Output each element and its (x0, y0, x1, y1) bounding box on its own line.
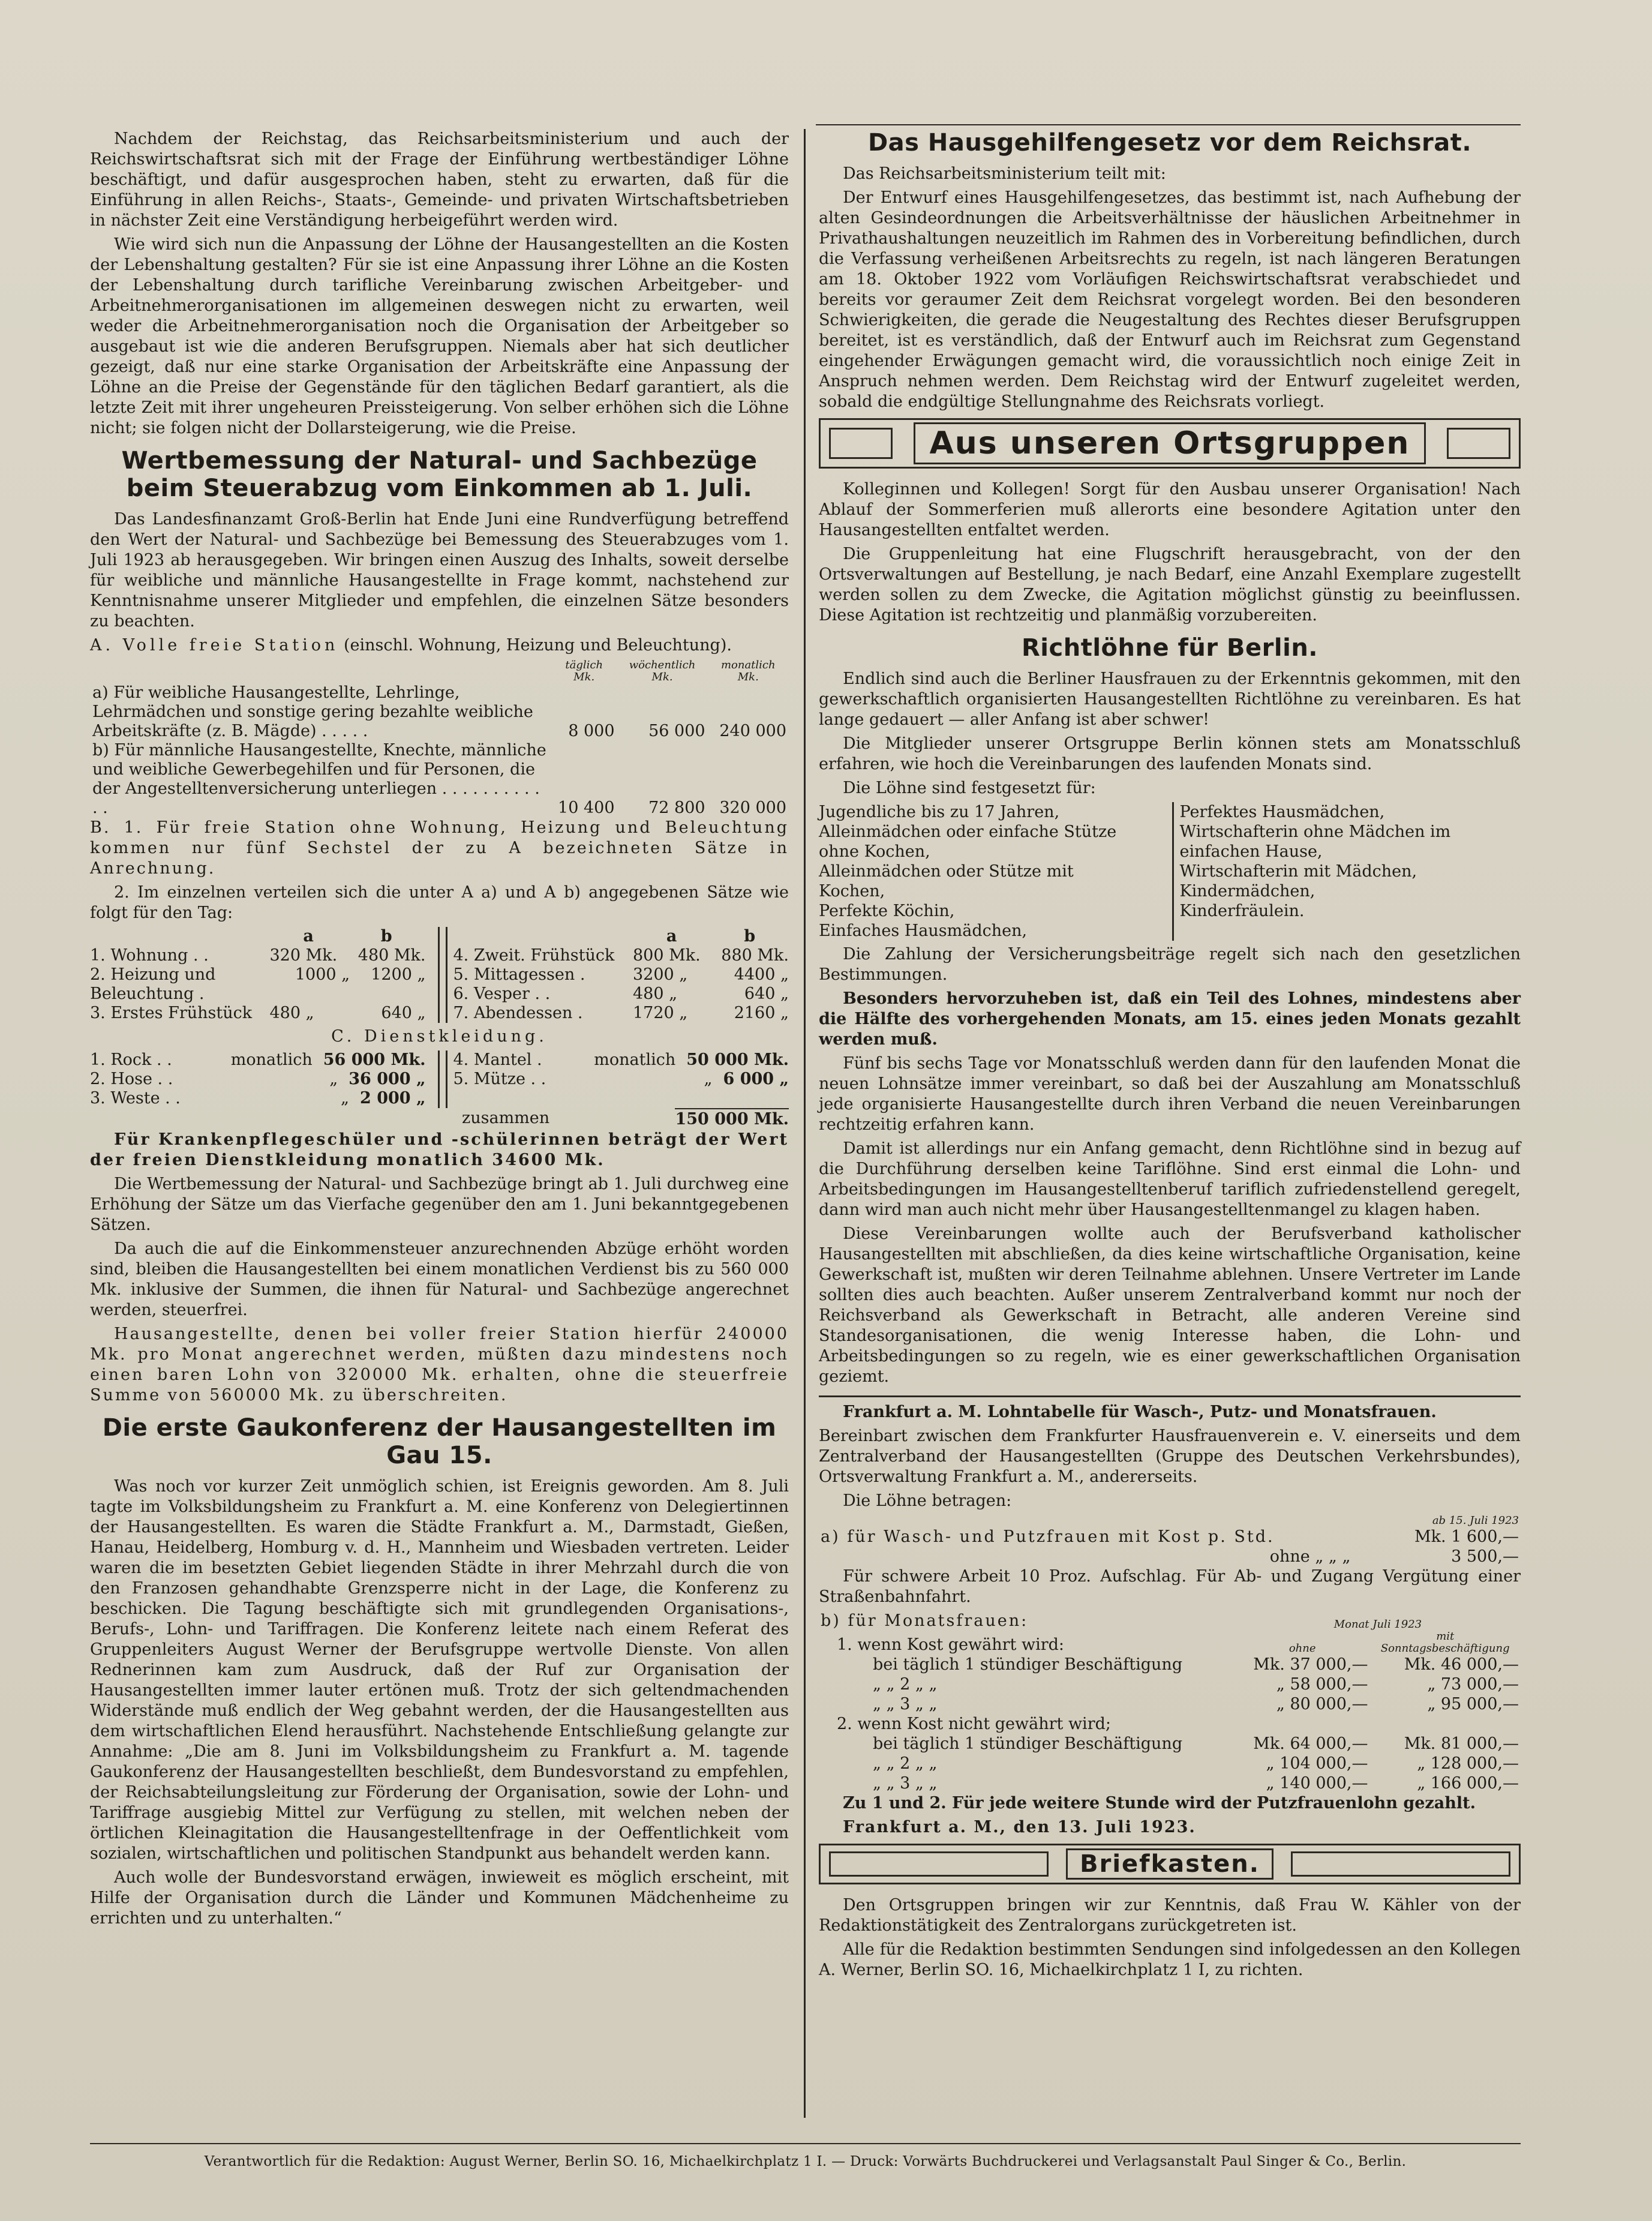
footer-rule (90, 2143, 1521, 2144)
section-b1: B. 1. Für freie Station ohne Wohnung, Heizung und Beleuchtung kommen nur fünf Sechstel der zu A bezeichneten Sätze in Anrechnung. (90, 818, 789, 878)
period: „ (329, 1070, 338, 1088)
list-item: ohne Kochen, (819, 842, 930, 861)
table-row: a) für Wasch- und Putzfrauen mit Kost p. Std. Mk. 1 600,— (821, 1527, 1519, 1546)
row-label: 5. Mütze . . (453, 1070, 546, 1088)
value-a: 320 Mk. (269, 946, 338, 965)
list-item: Wirtschafterin mit Mädchen, (1179, 862, 1417, 881)
value-b: 1200 „ (371, 965, 426, 984)
intro-paragraph: Wie wird sich nun die Anpassung der Löhne der Hausangestellten an die Kosten der Lebenshaltung gestalten? Für sie ist eine Anpassung ihrer Löhne an die Kosten der Lebenshaltung durch tarifliche Vereinbarung zwischen Arbeitgeber- und Arbeitnehmerorganisationen im allgemeinen deswegen nicht zu erwarten, weil weder die Arbeitnehmerorganisation noch die Organisation der Arbeitgeber so ausgebaut ist wie die anderen Berufsgruppen. Niemals aber hat sich deutlicher gezeigt, daß nur eine starke Organisation der Arbeitskräfte eine Anpassung der Löhne an die Preise der Gegenstände für den täglichen Bedarf garantiert, als die letzte Zeit mit ihrer ungeheuren Preissteigerung. Von selber erhöhen sich die Löhne nicht; sie folgen nicht der Dollarsteigerung, wie die Preise. (90, 235, 789, 437)
banner-ornament (829, 1851, 1049, 1877)
list-item: Wirtschafterin ohne Mädchen im (1179, 823, 1451, 841)
article-paragraph: Auch wolle der Bundesvorstand erwägen, inwieweit es möglich erscheint, mit Hilfe der Organisation durch die Länder und Kommunen Mädchenheime zu errichten und zu unterhalten.“ (90, 1868, 789, 1928)
section-title: Aus unseren Ortsgruppen (914, 422, 1426, 464)
value-mit: „ 166 000,— (1417, 1774, 1519, 1793)
value-mit: „ 73 000,— (1427, 1675, 1519, 1694)
article-paragraph: Fünf bis sechs Tage vor Monatsschluß werden dann für den laufenden Monat die neuen Lohnsätze immer vereinbart, so daß bei der Auszahlung am Monatsschluß jede organisierte Hausangestellte durch ihren Verband die neuen Vereinbarungen rechtzeitig erfahren kann. (819, 1054, 1521, 1134)
list-item: Einfaches Hausmädchen, (819, 922, 1028, 940)
row-label: „ „ 3 „ „ (873, 1695, 938, 1713)
value-b: 4400 „ (734, 965, 789, 984)
value-ohne: Mk. 37 000,— (1253, 1655, 1368, 1674)
list-item: Jugendliche bis zu 17 Jahren, (819, 803, 1060, 821)
row-label: 4. Mantel . (453, 1051, 542, 1069)
value-ohne: „ 140 000,— (1266, 1774, 1368, 1793)
list-item: Kinderfräulein. (1179, 902, 1305, 920)
value-mit: „ 95 000,— (1427, 1695, 1519, 1713)
article-paragraph: Die Wertbemessung der Natural- und Sachbezüge bringt ab 1. Juli durchweg eine Erhöhung der Sätze um das Vierfache gegenüber den am 1. Juni bekanntgegebenen Sätzen. (90, 1175, 789, 1234)
table-row (90, 1070, 426, 1089)
clothing-breakdown (90, 1051, 789, 1108)
value: 6 000 „ (723, 1070, 789, 1088)
clothing-total: zusammen 150 000 Mk. (462, 1109, 789, 1128)
section-c-heading: C. Dienstkleidung. (331, 1027, 548, 1046)
article-paragraph: Da auch die auf die Einkommensteuer anzurechnenden Abzüge erhöht worden sind, bleiben die Hausangestellten bei einem monatlichen Verdienst bis zu 560 000 Mk. inklusive der Summen, die ihnen für Natural- und Sachbezüge angerechnet werden, steuerfrei. (90, 1239, 789, 1319)
value-a: 480 „ (269, 1004, 314, 1022)
intro-paragraph: Nachdem der Reichstag, das Reichsarbeitsministerium und auch der Reichswirtschaftsrat sich mit der Frage der Einführung wertbeständiger Löhne beschäftigt, und dafür ausgesprochen haben, steht zu erwarten, daß für die Einführung in allen Reichs-, Staats-, Gemeinde- und privaten Wirtschaftsbetrieben in nächster Zeit eine Verständigung herbeigeführt werden wird. (90, 130, 789, 230)
row-label: 1. Wohnung . . (90, 946, 209, 965)
article-heading-wertbemessung: Wertbemessung der Natural- und Sachbezüge beim Steuerabzug vom Einkommen ab 1. Juli. (121, 447, 758, 502)
article-paragraph: Für schwere Arbeit 10 Proz. Aufschlag. Für Ab- und Zugang Vergütung einer Straßenbahnfahrt. (819, 1567, 1521, 1606)
article-paragraph: Endlich sind auch die Berliner Hausfrauen zu der Erkenntnis gekommen, mit den gewerkschaftlich organisierten Hausangestellten Richtlöhne zu vereinbaren. Es hat lange gedauert — aller Anfang ist aber schwer! (819, 670, 1521, 729)
top-rule (816, 124, 1521, 125)
wage-table-monatsfrauen: b) für Monatsfrauen: Monat Juli 1923 1. wenn Kost gewährt wird: ohne mit Sonntagsbeschäftigung bei täglich 1 stündiger Beschäftigung Mk. 37 000,— Mk. 46 000,— „ „ 2 „ „ „ 58 000,— „ 73 000,— „ „ 3 „ „ „ 80 000,— „ 95 000,— 2. wenn Kost nicht gewährt wird; bei täglich 1 stündiger Beschäftigung Mk. 64 000,— Mk. 81 000,— „ „ 2 „ „ „ 104 000,— „ 128 000,— „ „ 3 „ „ „ 140 000,— „ 166 000,— (819, 1611, 1521, 1793)
article-paragraph: Den Ortsgruppen bringen wir zur Kenntnis, daß Frau W. Kähler von der Redaktionstätigkeit des Zentralorgans zurückgetreten ist. (819, 1896, 1521, 1935)
article-paragraph: Die Löhne sind festgesetzt für: (843, 779, 1096, 797)
value-a: 1000 „ (295, 965, 350, 984)
value-a: 3200 „ (633, 965, 688, 984)
table-row (90, 946, 426, 965)
article-heading-richtloehne: Richtlöhne für Berlin. (1022, 634, 1318, 662)
list-item: Perfektes Hausmädchen, (1179, 803, 1385, 821)
article-paragraph: Der Entwurf eines Hausgehilfengesetzes, das bestimmt ist, nach Aufhebung der alten Gesindeordnungen die Arbeitsverhältnisse der häuslichen Arbeitnehmer in Privathaushaltungen neuzeitlich im Rahmen des in Vorbereitung befindlichen, durch die Verfassung verheißenen Arbeitsrechts zu regeln, ist nach längeren Beratungen am 18. Oktober 1922 vom Vorläufigen Reichswirtschaftsrat verabschiedet und bereits vor geraumer Zeit dem Reichsrat vorgelegt worden. Bei den besonderen Schwierigkeiten, die gerade die Neugestaltung des Rechtes dieser Berufsgruppen bereitet, ist es verständlich, daß der Entwurf auch im Reichsrat zum Gegenstand eingehender Erwägungen gemacht wird, die voraussichtlich noch einige Zeit in Anspruch nehmen werden. Dem Reichstag wird der Entwurf zugeleitet werden, sobald die endgültige Stellungnahme des Reichsrats vorliegt. (819, 188, 1521, 411)
value-a: 1720 „ (633, 1004, 688, 1022)
article-paragraph: Kolleginnen und Kollegen! Sorgt für den Ausbau unserer Organisation! Nach Ablauf der Sommerferien muß allerorts eine besondere Agitation unter den Hausangestellten entfaltet werden. (819, 480, 1521, 539)
row-label: bei täglich 1 stündiger Beschäftigung (873, 1734, 1183, 1753)
value-mit: Mk. 81 000,— (1404, 1734, 1519, 1753)
table-row (453, 946, 789, 965)
row-label: 3. Erstes Frühstück (90, 1004, 253, 1022)
station-table (90, 659, 789, 818)
list-item: Alleinmädchen oder Stütze mit (819, 862, 1074, 881)
article-paragraph: Hausangestellte, denen bei voller freier Station hierfür 240000 Mk. pro Monat angerechnet werden, müßten dazu mindestens noch einen baren Lohn von 320000 Mk. erhalten, ohne die steuerfreie Summe von 560000 Mk. zu überschreiten. (90, 1325, 789, 1404)
right-column (819, 129, 1521, 1984)
article-paragraph: Bereinbart zwischen dem Frankfurter Hausfrauenverein e. V. einerseits und dem Zentralverband der Hausangestellten (Gruppe des Deutschen Verkehrsbundes), Ortsverwaltung Frankfurt a. M., andererseits. (819, 1427, 1521, 1486)
period: monatlich (230, 1051, 313, 1069)
article-paragraph: Die Gruppenleitung hat eine Flugschrift herausgebracht, von der den Ortsverwaltungen auf Bestellung, je nach Bedarf, eine Anzahl Exemplare zugestellt werden sollen zu dem Zwecke, die Agitation möglichst günstig zu beeinflussen. Diese Agitation ist rechtzeitig und planmäßig vorzubereiten. (819, 545, 1521, 625)
article-paragraph: Damit ist allerdings nur ein Anfang gemacht, denn Richtlöhne sind in bezug auf die Durchführung derselben keine Tariflöhne. Sind erst einmal die Lohn- und Arbeitsbedingungen im Hausangestelltenberuf tariflich zufriedenstellend geregelt, dann wird man auch nicht mehr über Hausangestelltenmangel zu klagen haben. (819, 1139, 1521, 1219)
wage-table-putzfrauen: ab 15. Juli 1923 a) für Wasch- und Putzfrauen mit Kost p. Std. Mk. 1 600,— ohne „ „ „ 3 500,— (819, 1515, 1521, 1566)
value-b: 640 „ (744, 985, 789, 1003)
table-row: b) Für männliche Hausangestellte, Knechte, männliche und weibliche Gewerbegehilfen und für Personen, die der Angestelltenversicherung unterliegen . . . . . . . . . . . . 10 400 72 800 320 000 (92, 741, 786, 817)
table-row (819, 1734, 1521, 1754)
column-header: wöchentlich Mk. (629, 659, 696, 683)
table-row (453, 1004, 789, 1023)
value-b: 640 „ (381, 1004, 426, 1022)
article-paragraph: Die Zahlung der Versicherungsbeiträge regelt sich nach den gesetzlichen Bestimmungen. (819, 945, 1521, 984)
article-heading-hausgehilfengesetz: Das Hausgehilfengesetz vor dem Reichsrat. (867, 129, 1472, 157)
list-item: Kindermädchen, (1179, 882, 1315, 901)
article-paragraph: Die Löhne betragen: (843, 1491, 1012, 1510)
signature-line: Frankfurt a. M., den 13. Juli 1923. (843, 1818, 1196, 1836)
banner-ornament (1447, 428, 1510, 459)
section-banner-briefkasten (819, 1844, 1521, 1884)
value: 36 000 „ (349, 1070, 426, 1088)
row-label: „ „ 3 „ „ (873, 1774, 938, 1793)
list-item: Alleinmädchen oder einfache Stütze (819, 823, 1117, 841)
value-ohne: Mk. 64 000,— (1253, 1734, 1368, 1753)
value-b: 880 Mk. (721, 946, 789, 965)
job-categories (819, 802, 1521, 941)
article-paragraph: Was noch vor kurzer Zeit unmöglich schien, ist Ereignis geworden. Am 8. Juli tagte im Volksbildungsheim zu Frankfurt a. M. eine Konferenz von Delegiertinnen der Hausangestellten. Es waren die Städte Frankfurt a. M., Darmstadt, Gießen, Hanau, Heidelberg, Homburg v. d. H., Mannheim und Wiesbaden vertreten. Leider waren die im besetzten Gebiet liegenden Städte in ihrer Mehrzahl durch die von den Franzosen gehandhabte Grenzsperre nicht in der Lage, die Konferenz zu beschicken. Die Tagung beschäftigte sich mit grundlegenden Organisations-, Berufs-, Lohn- und Tariffragen. Die Konferenz leitete nach einem Referat des Gruppenleiters August Werner der Berufsgruppe wertvolle Dienste. Von allen Rednerinnen kam zum Ausdruck, daß der Ruf zur Organisation der Hausangestellten immer lauter ertönen muß. Trotz der sich geltendmachenden Widerstände muß endlich der Weg gebahnt werden, der die Hausangestellten aus dem wirtschaftlichen Elend herausführt. Nachstehende Entschließung gelangte zur Annahme: „Die am 8. Juni im Volksbildungsheim zu Frankfurt a. M. tagende Gaukonferenz der Hausangestellten beschließt, dem Bundesvorstand zu empfehlen, der Reichsabteilungsleitung zur Förderung der Organisation, sowie der Lohn- und Tariffrage ausgiebig Mittel zur Verfügung zu stellen, mit welchen neben der örtlichen Kleinagitation die Hausangestelltenfrage in der Oeffentlichkeit vom sozialen, wirtschaftlichen und politischen Standpunkt aus behandelt werden kann. (90, 1477, 789, 1863)
period: „ (341, 1089, 350, 1108)
row-label: 2. Hose . . (90, 1070, 173, 1088)
article-paragraph: Besonders hervorzuheben ist, daß ein Teil des Lohnes, mindestens aber die Hälfte des vorhergehenden Monats, am 15. eines jeden Monats gezahlt werden muß. (819, 989, 1521, 1049)
table-row (453, 985, 789, 1004)
list-item: Kochen, (819, 882, 885, 901)
value-mit: Mk. 46 000,— (1404, 1655, 1519, 1674)
article-paragraph: Die Mitglieder unserer Ortsgruppe Berlin können stets am Monatsschluß erfahren, wie hoch die Vereinbarungen des laufenden Monats sind. (819, 734, 1521, 773)
table-row (819, 1655, 1521, 1674)
table-row (819, 1773, 1521, 1793)
list-item: einfachen Hause, (1179, 842, 1323, 861)
table-row (819, 1694, 1521, 1714)
column-header: monatlich Mk. (720, 659, 776, 683)
table-row (453, 965, 789, 985)
frankfurt-heading: Frankfurt a. M. Lohntabelle für Wasch-, Putz- und Monatsfrauen. (843, 1403, 1437, 1421)
banner-ornament (1291, 1851, 1510, 1877)
imprint-footer: Verantwortlich für die Redaktion: August Werner, Berlin SO. 16, Michaelkirchplatz 1 I. — Druck: Vorwärts Buchdruckerei und Verlagsanstalt Paul Singer & Co., Berlin. (204, 2154, 1407, 2169)
table-row: a) Für weibliche Hausangestellte, Lehrlinge, Lehrmädchen und sonstige gering bezahlte weibliche Arbeitskräfte (z. B. Mägde) . . . . . 8 000 56 000 240 000 (92, 683, 786, 740)
table-row: ohne „ „ „ 3 500,— (1269, 1547, 1519, 1566)
table-row (90, 965, 426, 1004)
table-row (453, 1051, 789, 1070)
section-b2: 2. Im einzelnen verteilen sich die unter A a) und A b) angegebenen Sätze wie folgt für den Tag: (90, 883, 789, 922)
article-paragraph: Diese Vereinbarungen wollte auch der Berufsverband katholischer Hausangestellten mit abschließen, da dies keine wirtschaftliche Organisation, keine Gewerkschaft ist, mußten wir deren Teilnahme ablehnen. Unsere Vertreter im Lande sollten dies auch beachten. Außer unserem Zentralverband kommt nur noch der Reichsverband als Gewerkschaft in Betracht, alle anderen Vereine sind Standesorganisationen, die wenig Interesse haben, die Lohn- und Arbeitsbedingungen so zu regeln, wie es einer gewerkschaftlichen Organisation geziemt. (819, 1224, 1521, 1386)
value-ohne: „ 80 000,— (1276, 1695, 1368, 1713)
row-label: 1. Rock . . (90, 1051, 172, 1069)
article-paragraph: Zu 1 und 2. Für jede weitere Stunde wird der Putzfrauenlohn gezahlt. (843, 1794, 1476, 1812)
row-label: 7. Abendessen . (453, 1004, 583, 1022)
value: 56 000 Mk. (323, 1051, 426, 1069)
value-b: 480 Mk. (358, 946, 426, 965)
row-label: 5. Mittagessen . (453, 965, 585, 984)
section-a-heading: A. Volle freie Station (einschl. Wohnung, Heizung und Beleuchtung). (90, 636, 732, 655)
banner-ornament (829, 428, 893, 459)
section-banner-ortsgruppen (819, 418, 1521, 469)
table-row (90, 1051, 426, 1070)
row-label: 2. Heizung und Beleuchtung . (90, 965, 216, 1003)
table-row (90, 1089, 426, 1108)
column-divider (804, 129, 806, 2118)
value-ohne: „ 58 000,— (1276, 1675, 1368, 1694)
value: 50 000 Mk. (686, 1051, 789, 1069)
article-paragraph: Alle für die Redaktion bestimmten Sendungen sind infolgedessen an den Kollegen A. Werner, Berlin SO. 16, Michaelkirchplatz 1 I, zu richten. (819, 1940, 1521, 1979)
row-label: 3. Weste . . (90, 1089, 181, 1108)
value-a: 800 Mk. (633, 946, 701, 965)
row-label: bei täglich 1 stündiger Beschäftigung (873, 1655, 1183, 1674)
table-row (90, 1004, 426, 1023)
value-a: 480 „ (633, 985, 678, 1003)
value: 2 000 „ (360, 1089, 426, 1108)
kranken-note: Für Krankenpflegeschüler und -schülerinnen beträgt der Wert der freien Dienstkleidung monatlich 34600 Mk. (90, 1130, 789, 1169)
table-row (453, 1070, 789, 1089)
daily-breakdown: a b 1. Wohnung . . 320 Mk. 480 Mk. 2. Heizung und Beleuchtung . 1000 „ 1200 „ 3. Erstes Frühstück 480 „ 640 „ a b 4. Zweit. Frühstück 800 Mk. 880 Mk. 5. Mittagessen . 3200 „ 4400 „ 6. Vesper . . 480 „ 640 „ 7. Abendessen . 1720 „ 2160 „ (90, 927, 789, 1022)
period: monatlich (594, 1051, 676, 1069)
value-ohne: „ 104 000,— (1266, 1754, 1368, 1773)
row-label: 4. Zweit. Frühstück (453, 946, 615, 965)
article-paragraph: Das Landesfinanzamt Groß-Berlin hat Ende Juni eine Rundverfügung betreffend den Wert der Natural- und Sachbezüge bei Bemessung des Steuerabzuges vom 1. Juli 1923 ab herausgegeben. Wir bringen einen Auszug des Inhalts, soweit derselbe für weibliche und männliche Hausangestellte in Frage kommt, nachstehend zur Kenntnisnahme unserer Mitglieder und empfehlen, die einzelnen Sätze besonders zu beachten. (90, 510, 789, 631)
value-b: 2160 „ (734, 1004, 789, 1022)
section-title: Briefkasten. (1066, 1848, 1273, 1880)
article-heading-gaukonferenz: Die erste Gaukonferenz der Hausangestellten im Gau 15. (102, 1414, 777, 1469)
table-row (819, 1674, 1521, 1694)
column-header: täglich Mk. (565, 659, 603, 683)
list-item: Perfekte Köchin, (819, 902, 955, 920)
left-column (90, 129, 789, 1932)
row-label: „ „ 2 „ „ (873, 1675, 938, 1694)
row-label: 6. Vesper . . (453, 985, 551, 1003)
article-paragraph: Das Reichsarbeitsministerium teilt mit: (843, 164, 1166, 183)
value-mit: „ 128 000,— (1417, 1754, 1519, 1773)
period: „ (704, 1070, 713, 1088)
table-row (819, 1754, 1521, 1773)
row-label: „ „ 2 „ „ (873, 1754, 938, 1773)
